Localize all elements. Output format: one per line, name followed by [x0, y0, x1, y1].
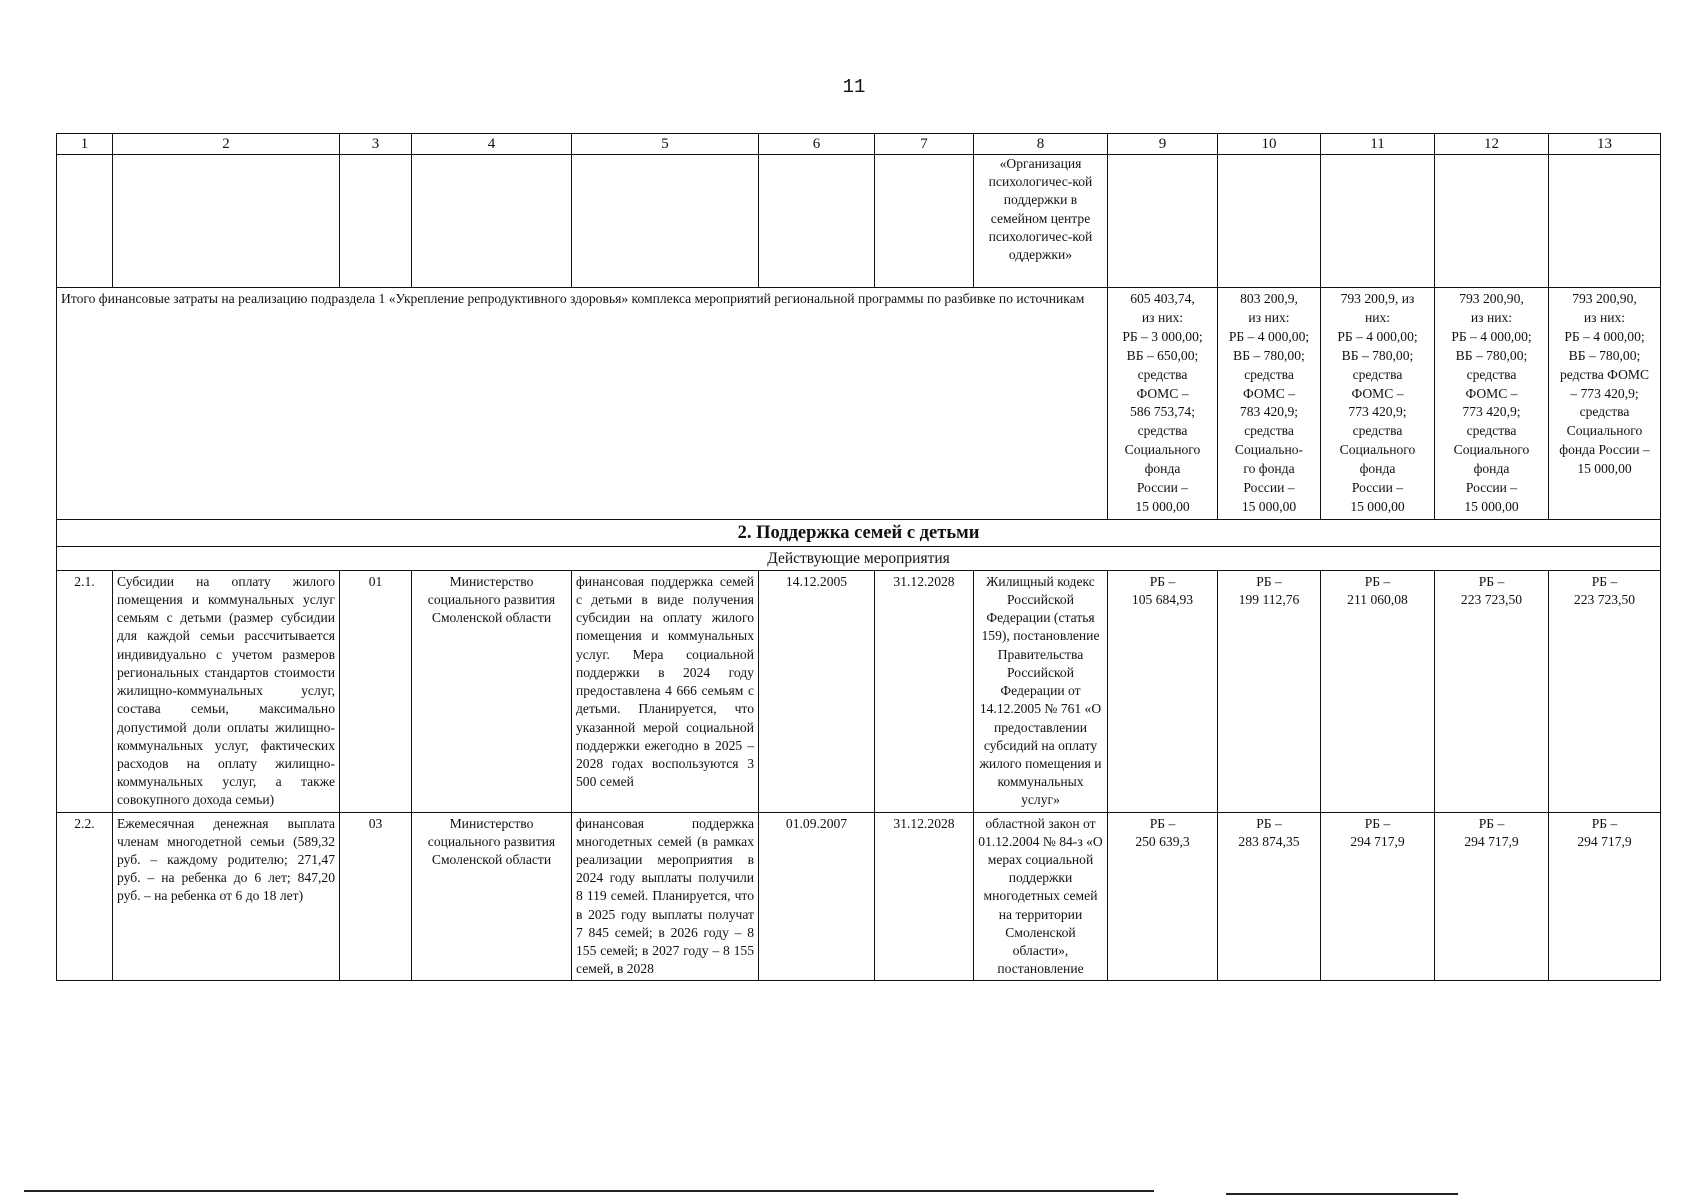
funding-2027: РБ – 294 717,9 — [1435, 812, 1549, 981]
footer-rule-right — [1226, 1193, 1458, 1195]
table-row — [57, 570, 1661, 812]
legal-basis: Жилищный кодекс Российской Федерации (статья 159), постановление Правительства Российской Федерации от 14.12.2005 № 761 «О предоставлении субсидий на оплату жилого помещения и коммунальных услуг» — [974, 570, 1108, 812]
measure-code: 03 — [340, 812, 412, 981]
column-number: 11 — [1321, 134, 1435, 155]
column-number: 1 — [57, 134, 113, 155]
expected-result: финансовая поддержка многодетных семей (в рамках реализации мероприятия в 2024 году выплаты получили 8 119 семей. Планируется, что в 2025 году выплаты получат 7 845 семей; в 2026 году – 8 155 семей; в 2027 году – 8 155 семей, в 2028 — [572, 812, 759, 981]
funding-2024: РБ – 250 639,3 — [1108, 812, 1218, 981]
section-title: 2. Поддержка семей с детьми — [57, 519, 1661, 546]
section-row — [57, 519, 1661, 546]
column-number: 4 — [412, 134, 572, 155]
column-number-row — [57, 134, 1661, 155]
end-date: 31.12.2028 — [875, 812, 974, 981]
total-2024: 605 403,74, из них: РБ – 3 000,00; ВБ – 650,00; средства ФОМС – 586 753,74; средства Социального фонда России – 15 000,00 — [1108, 288, 1218, 520]
page-number: 11 — [842, 76, 866, 98]
funding-2026: РБ – 211 060,08 — [1321, 570, 1435, 812]
row-number: 2.1. — [57, 570, 113, 812]
start-date: 14.12.2005 — [759, 570, 875, 812]
subsection-row — [57, 546, 1661, 570]
column-number: 13 — [1549, 134, 1661, 155]
column-number: 2 — [113, 134, 340, 155]
total-2027: 793 200,90, из них: РБ – 4 000,00; ВБ – 780,00; средства ФОМС – 773 420,9; средства Социального фонда России – 15 000,00 — [1435, 288, 1549, 520]
funding-2028: РБ – 294 717,9 — [1549, 812, 1661, 981]
continuation-row — [57, 155, 1661, 288]
expected-result: финансовая поддержка семей с детьми в виде получения субсидии на оплату жилого помещения и коммунальных услуг. Мера социальной поддержки в 2024 году предоставлена 4 666 семьям с детьми. Планируется, что указанной мерой социальной поддержки ежегодно в 2025 – 2028 годах воспользуются 3 500 семей — [572, 570, 759, 812]
funding-2027: РБ – 223 723,50 — [1435, 570, 1549, 812]
start-date: 01.09.2007 — [759, 812, 875, 981]
total-2028: 793 200,90, из них: РБ – 4 000,00; ВБ – 780,00; редства ФОМС – 773 420,9; средства Социального фонда России – 15 000,00 — [1549, 288, 1661, 520]
table-row — [57, 812, 1661, 981]
funding-2026: РБ – 294 717,9 — [1321, 812, 1435, 981]
legal-basis: областной закон от 01.12.2004 № 84-з «О мерах социальной поддержки многодетных семей на территории Смоленской области», постановление — [974, 812, 1108, 981]
column-number: 12 — [1435, 134, 1549, 155]
column-number: 7 — [875, 134, 974, 155]
executor: Министерство социального развития Смоленской области — [412, 570, 572, 812]
continuation-basis-cell: «Организация психологичес-кой поддержки в семейном центре психологичес-кой оддержки» — [974, 155, 1108, 288]
end-date: 31.12.2028 — [875, 570, 974, 812]
measure-name: Ежемесячная денежная выплата членам многодетной семьи (589,32 руб. – каждому родителю; 271,47 руб. – на ребенка до 6 лет; 847,20 руб. – на ребенка от 6 до 18 лет) — [113, 812, 340, 981]
total-label: Итого финансовые затраты на реализацию подраздела 1 «Укрепление репродуктивного здоровья» комплекса мероприятий региональной программы по разбивке по источникам — [57, 288, 1108, 520]
subsection-title: Действующие мероприятия — [57, 546, 1661, 570]
column-number: 3 — [340, 134, 412, 155]
column-number: 8 — [974, 134, 1108, 155]
footer-rule-left — [24, 1190, 1154, 1192]
row-number: 2.2. — [57, 812, 113, 981]
executor: Министерство социального развития Смоленской области — [412, 812, 572, 981]
funding-2024: РБ – 105 684,93 — [1108, 570, 1218, 812]
measure-name: Субсидии на оплату жилого помещения и коммунальных услуг семьям с детьми (размер субсидии для каждой семьи рассчитывается индивидуально с учетом размеров региональных стандартов стоимости жилищно-коммунальных услуг, состава семьи, максимально допустимой доли оплаты жилищно-коммунальных услуг, фактических расходов на оплату жилищно-коммунальных услуг, а также совокупного дохода семьи) — [113, 570, 340, 812]
column-number: 6 — [759, 134, 875, 155]
column-number: 9 — [1108, 134, 1218, 155]
funding-2025: РБ – 283 874,35 — [1218, 812, 1321, 981]
funding-2028: РБ – 223 723,50 — [1549, 570, 1661, 812]
measure-code: 01 — [340, 570, 412, 812]
program-table — [56, 133, 1661, 981]
funding-2025: РБ – 199 112,76 — [1218, 570, 1321, 812]
total-row — [57, 288, 1661, 520]
column-number: 10 — [1218, 134, 1321, 155]
column-number: 5 — [572, 134, 759, 155]
total-2025: 803 200,9, из них: РБ – 4 000,00; ВБ – 780,00; средства ФОМС – 783 420,9; средства Социально- го фонда России – 15 000,00 — [1218, 288, 1321, 520]
total-2026: 793 200,9, из них: РБ – 4 000,00; ВБ – 780,00; средства ФОМС – 773 420,9; средства Социального фонда России – 15 000,00 — [1321, 288, 1435, 520]
